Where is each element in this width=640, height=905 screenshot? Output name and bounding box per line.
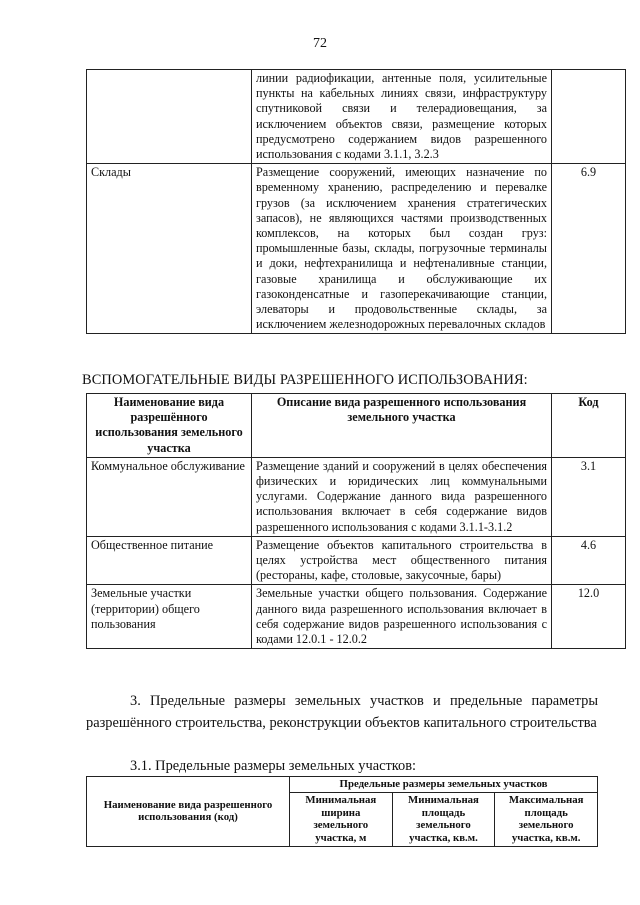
section-3-1-paragraph: 3.1. Предельные размеры земельных участков: <box>130 758 417 774</box>
column-header-min-area: Минимальная площадь земельного участка, кв.м. <box>392 792 495 846</box>
column-header-name: Наименование вида разрешённого использования земельного участка <box>87 394 252 458</box>
use-code-cell: 6.9 <box>552 164 626 334</box>
use-code-cell: 4.6 <box>552 536 626 585</box>
auxiliary-uses-heading: ВСПОМОГАТЕЛЬНЫЕ ВИДЫ РАЗРЕШЕННОГО ИСПОЛЬЗОВАНИЯ: <box>82 372 528 388</box>
use-name-cell: Общественное питание <box>87 536 252 585</box>
use-name-cell: Земельные участки (территории) общего пользования <box>87 585 252 649</box>
table-row <box>87 457 626 536</box>
use-name-cell: Склады <box>87 164 252 334</box>
use-description-cell: Размещение зданий и сооружений в целях обеспечения физических и юридических лиц коммунальными услугами. Содержание данного вида разрешенного использования включает в себя содержание видов разрешенного использования с кодами 3.1.1-3.1.2 <box>252 457 552 536</box>
use-description-cell: Размещение сооружений, имеющих назначение по временному хранению, распределению и перевалке грузов (за исключением хранения стратегических запасов), не являющихся частями производственных комплексов, на которых был создан груз: промышленные базы, склады, погрузочные терминалы и доки, нефтехранилища и нефтеналивные станции, газовые хранилища и обслуживающие их газоконденсатные и газоперекачивающие станции, элеваторы и продовольственные склады, за исключением железнодорожных перевалочных складов <box>252 164 552 334</box>
auxiliary-uses-table <box>86 393 626 649</box>
table-row <box>87 164 626 334</box>
column-header-min-width: Минимальная ширина земельного участка, м <box>290 792 393 846</box>
permitted-use-table-continued <box>86 69 626 334</box>
column-header-use-name: Наименование вида разрешенного использования (код) <box>87 777 290 847</box>
plot-size-limits-table <box>86 776 598 847</box>
table-row <box>87 585 626 649</box>
page-number: 72 <box>313 36 327 51</box>
column-header-description: Описание вида разрешенного использования земельного участка <box>252 394 552 458</box>
use-code-cell: 3.1 <box>552 457 626 536</box>
column-header-max-area: Максимальная площадь земельного участка, кв.м. <box>495 792 598 846</box>
column-header-code: Код <box>552 394 626 458</box>
use-code-cell <box>552 70 626 164</box>
table-header-row <box>87 394 626 458</box>
column-group-header: Предельные размеры земельных участков <box>290 777 598 793</box>
use-description-cell: Размещение объектов капитального строительства в целях устройства мест общественного питания (рестораны, кафе, столовые, закусочные, бары) <box>252 536 552 585</box>
section-3-paragraph: 3. Предельные размеры земельных участков и предельные параметры разрешённого строительства, реконструкции объектов капитального строительства <box>86 693 598 731</box>
table-header-row <box>87 777 598 793</box>
table-row <box>87 70 626 164</box>
use-name-cell <box>87 70 252 164</box>
use-description-cell: линии радиофикации, антенные поля, усилительные пункты на кабельных линиях связи, инфраструктуру спутниковой связи и телерадиовещания, за исключением объектов связи, размещение которых предусмотрено содержанием видов разрешенного использования с кодами 3.1.1, 3.2.3 <box>252 70 552 164</box>
use-code-cell: 12.0 <box>552 585 626 649</box>
use-name-cell: Коммунальное обслуживание <box>87 457 252 536</box>
use-description-cell: Земельные участки общего пользования. Содержание данного вида разрешенного использования включает в себя содержание видов разрешенного использования с кодами 12.0.1 - 12.0.2 <box>252 585 552 649</box>
table-row <box>87 536 626 585</box>
